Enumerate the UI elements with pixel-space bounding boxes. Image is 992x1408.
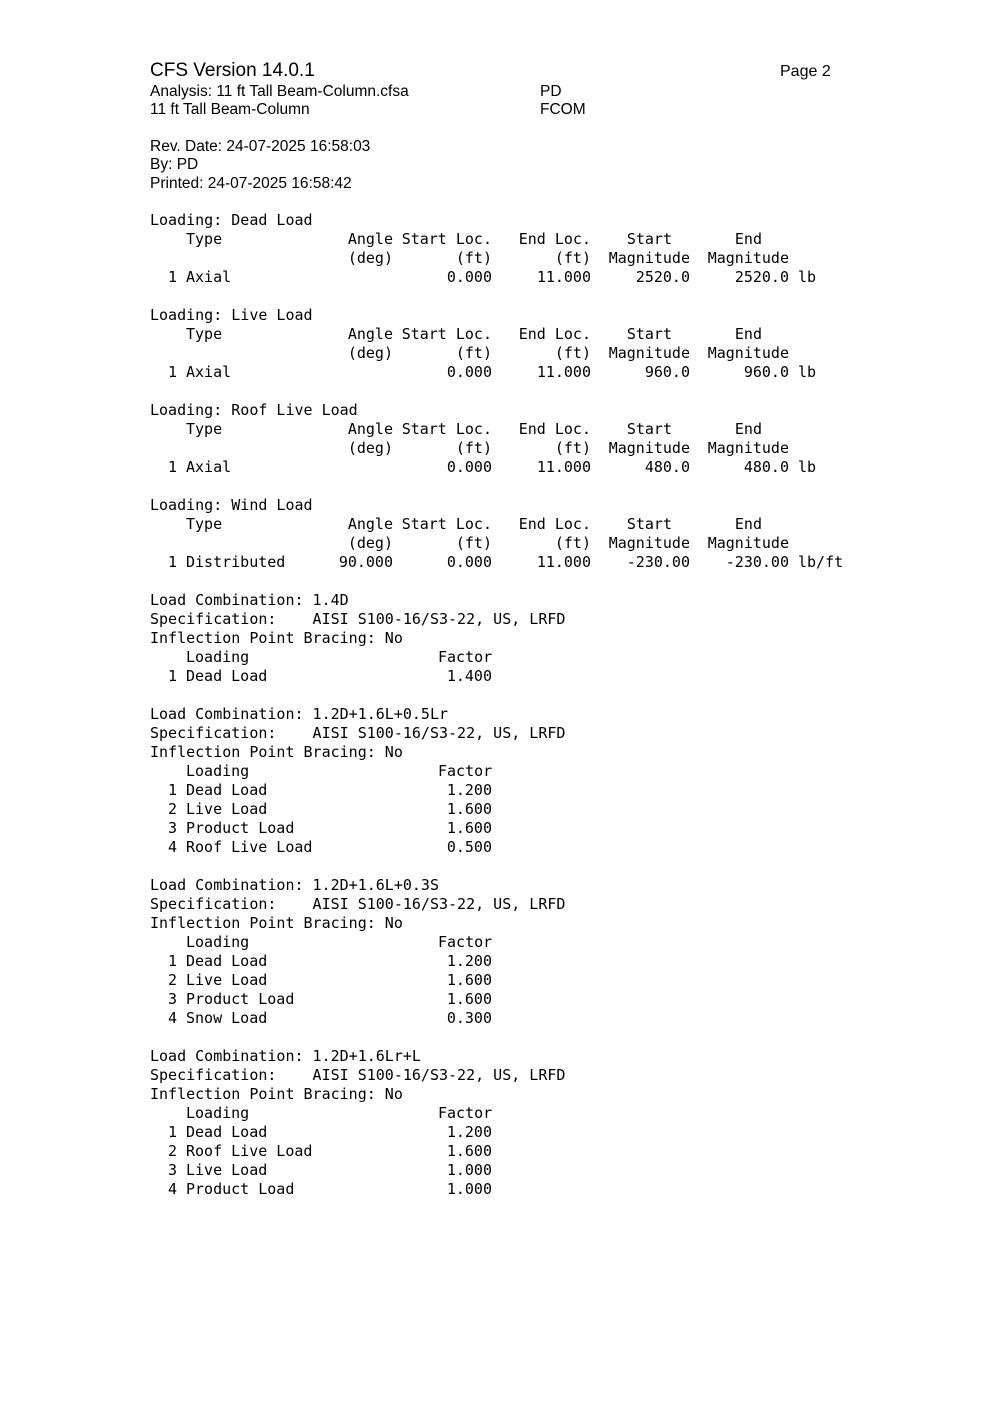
row-number: 1 [168, 268, 178, 286]
row-end-loc: 11.000 [536, 363, 591, 381]
col-start-loc-unit: (ft) [455, 534, 492, 552]
row-number: 2 [168, 800, 178, 818]
row-factor: 1.200 [446, 781, 492, 799]
col-type-header: Type [186, 325, 223, 343]
col-angle-unit: (deg) [347, 344, 393, 362]
combination-spec: Specification: AISI S100-16/S3-22, US, LRFD [150, 895, 566, 913]
row-factor: 1.600 [446, 990, 492, 1008]
row-factor: 1.600 [446, 800, 492, 818]
row-loading-name: Roof Live Load [186, 1142, 313, 1160]
combination-spec: Specification: AISI S100-16/S3-22, US, LRFD [150, 610, 566, 628]
col-start-loc-unit: (ft) [455, 249, 492, 267]
row-start-loc: 0.000 [446, 553, 492, 571]
row-unit: lb [798, 363, 817, 381]
loading-title: Loading: Dead Load [150, 211, 313, 229]
loading-section [150, 306, 890, 382]
col-end-header: End [734, 515, 762, 533]
row-loading-name: Live Load [186, 1161, 268, 1179]
combination-title: Load Combination: 1.2D+1.6Lr+L [150, 1047, 421, 1065]
loading-title: Loading: Wind Load [150, 496, 313, 514]
row-factor: 0.500 [446, 838, 492, 856]
row-factor: 1.200 [446, 952, 492, 970]
col-type-header: Type [186, 515, 223, 533]
row-unit: lb [798, 458, 817, 476]
printed-date: Printed: 24-07-2025 16:58:42 [150, 175, 352, 192]
row-loading-name: Dead Load [186, 667, 268, 685]
col-start-loc-header: Start Loc. [401, 230, 492, 248]
col-end-unit: Magnitude [707, 534, 789, 552]
row-loading-name: Product Load [186, 819, 295, 837]
col-start-unit: Magnitude [608, 534, 690, 552]
row-number: 1 [168, 952, 178, 970]
row-type: Axial [186, 268, 232, 286]
col-loading-header: Loading [186, 1104, 250, 1122]
col-angle-unit: (deg) [347, 249, 393, 267]
col-end-header: End [734, 325, 762, 343]
col-start-header: Start [626, 230, 672, 248]
analysis-file: Analysis: 11 ft Tall Beam-Column.cfsa [150, 83, 409, 100]
row-factor: 1.000 [446, 1161, 492, 1179]
col-start-header: Start [626, 325, 672, 343]
rev-date: Rev. Date: 24-07-2025 16:58:03 [150, 138, 371, 155]
col-factor-header: Factor [438, 1104, 493, 1122]
row-factor: 1.600 [446, 819, 492, 837]
row-factor: 1.400 [446, 667, 492, 685]
row-number: 4 [168, 1180, 178, 1198]
row-end-loc: 11.000 [536, 553, 591, 571]
col-loading-header: Loading [186, 933, 250, 951]
col-start-unit: Magnitude [608, 344, 690, 362]
col-angle-unit: (deg) [347, 534, 393, 552]
row-start-magnitude: 2520.0 [635, 268, 690, 286]
row-loading-name: Snow Load [186, 1009, 268, 1027]
combination-bracing: Inflection Point Bracing: No [150, 1085, 403, 1103]
row-unit: lb/ft [798, 553, 844, 571]
col-start-loc-header: Start Loc. [401, 420, 492, 438]
row-end-magnitude: 2520.0 [734, 268, 789, 286]
col-start-loc-header: Start Loc. [401, 325, 492, 343]
combination-spec: Specification: AISI S100-16/S3-22, US, LRFD [150, 724, 566, 742]
combination-title: Load Combination: 1.4D [150, 591, 349, 609]
loading-section [150, 211, 890, 287]
row-type: Axial [186, 363, 232, 381]
col-end-loc-header: End Loc. [518, 515, 591, 533]
col-end-loc-unit: (ft) [554, 439, 591, 457]
combination-bracing: Inflection Point Bracing: No [150, 629, 403, 647]
row-start-loc: 0.000 [446, 458, 492, 476]
combination-title: Load Combination: 1.2D+1.6L+0.3S [150, 876, 439, 894]
app-title: CFS Version 14.0.1 [150, 60, 315, 81]
col-loading-header: Loading [186, 648, 250, 666]
row-number: 1 [168, 1123, 178, 1141]
load-combination-section [150, 591, 890, 686]
row-number: 1 [168, 363, 178, 381]
row-loading-name: Live Load [186, 971, 268, 989]
col-factor-header: Factor [438, 933, 493, 951]
col-end-unit: Magnitude [707, 439, 789, 457]
combination-bracing: Inflection Point Bracing: No [150, 743, 403, 761]
col-angle-unit: (deg) [347, 439, 393, 457]
row-start-loc: 0.000 [446, 363, 492, 381]
row-loading-name: Roof Live Load [186, 838, 313, 856]
loading-title: Loading: Roof Live Load [150, 401, 358, 419]
row-end-magnitude: -230.00 [725, 553, 789, 571]
row-number: 2 [168, 971, 178, 989]
row-start-magnitude: 480.0 [644, 458, 690, 476]
col-end-loc-header: End Loc. [518, 230, 591, 248]
page-number: Page 2 [780, 63, 831, 80]
col-start-unit: Magnitude [608, 439, 690, 457]
col-end-loc-unit: (ft) [554, 534, 591, 552]
col-start-loc-unit: (ft) [455, 439, 492, 457]
col-angle-header: Angle [347, 420, 393, 438]
row-end-loc: 11.000 [536, 458, 591, 476]
project-name: 11 ft Tall Beam-Column [150, 101, 310, 118]
row-unit: lb [798, 268, 817, 286]
col-end-loc-unit: (ft) [554, 344, 591, 362]
row-number: 4 [168, 1009, 178, 1027]
col-factor-header: Factor [438, 762, 493, 780]
load-combination-section [150, 876, 890, 1028]
row-angle: 90.000 [338, 553, 393, 571]
load-combination-section [150, 705, 890, 857]
row-type: Axial [186, 458, 232, 476]
row-number: 4 [168, 838, 178, 856]
loading-section [150, 496, 890, 572]
combination-bracing: Inflection Point Bracing: No [150, 914, 403, 932]
row-number: 3 [168, 990, 178, 1008]
row-loading-name: Dead Load [186, 952, 268, 970]
row-loading-name: Product Load [186, 1180, 295, 1198]
row-number: 3 [168, 819, 178, 837]
row-start-magnitude: 960.0 [644, 363, 690, 381]
row-number: 3 [168, 1161, 178, 1179]
load-combination-section [150, 1047, 890, 1199]
row-factor: 1.000 [446, 1180, 492, 1198]
row-loading-name: Dead Load [186, 1123, 268, 1141]
col-end-unit: Magnitude [707, 344, 789, 362]
row-number: 2 [168, 1142, 178, 1160]
col-start-loc-unit: (ft) [455, 344, 492, 362]
row-type: Distributed [186, 553, 286, 571]
row-factor: 1.600 [446, 971, 492, 989]
row-number: 1 [168, 667, 178, 685]
row-end-loc: 11.000 [536, 268, 591, 286]
loading-title: Loading: Live Load [150, 306, 313, 324]
combination-spec: Specification: AISI S100-16/S3-22, US, LRFD [150, 1066, 566, 1084]
col-start-unit: Magnitude [608, 249, 690, 267]
col-factor-header: Factor [438, 648, 493, 666]
row-factor: 1.200 [446, 1123, 492, 1141]
row-number: 1 [168, 781, 178, 799]
col-loading-header: Loading [186, 762, 250, 780]
combination-title: Load Combination: 1.2D+1.6L+0.5Lr [150, 705, 449, 723]
col-angle-header: Angle [347, 325, 393, 343]
company-name: FCOM [540, 101, 586, 118]
col-angle-header: Angle [347, 230, 393, 248]
col-start-loc-header: Start Loc. [401, 515, 492, 533]
col-end-loc-header: End Loc. [518, 420, 591, 438]
row-factor: 1.600 [446, 1142, 492, 1160]
loading-section [150, 401, 890, 477]
col-angle-header: Angle [347, 515, 393, 533]
col-start-header: Start [626, 515, 672, 533]
author: By: PD [150, 156, 199, 173]
row-number: 1 [168, 458, 178, 476]
row-loading-name: Dead Load [186, 781, 268, 799]
row-loading-name: Product Load [186, 990, 295, 1008]
user-initials: PD [540, 83, 562, 100]
col-end-header: End [734, 420, 762, 438]
col-end-unit: Magnitude [707, 249, 789, 267]
row-factor: 0.300 [446, 1009, 492, 1027]
col-type-header: Type [186, 230, 223, 248]
row-start-loc: 0.000 [446, 268, 492, 286]
row-loading-name: Live Load [186, 800, 268, 818]
col-type-header: Type [186, 420, 223, 438]
row-start-magnitude: -230.00 [626, 553, 690, 571]
row-end-magnitude: 480.0 [743, 458, 789, 476]
col-end-header: End [734, 230, 762, 248]
col-start-header: Start [626, 420, 672, 438]
row-number: 1 [168, 553, 178, 571]
col-end-loc-header: End Loc. [518, 325, 591, 343]
row-end-magnitude: 960.0 [743, 363, 789, 381]
col-end-loc-unit: (ft) [554, 249, 591, 267]
